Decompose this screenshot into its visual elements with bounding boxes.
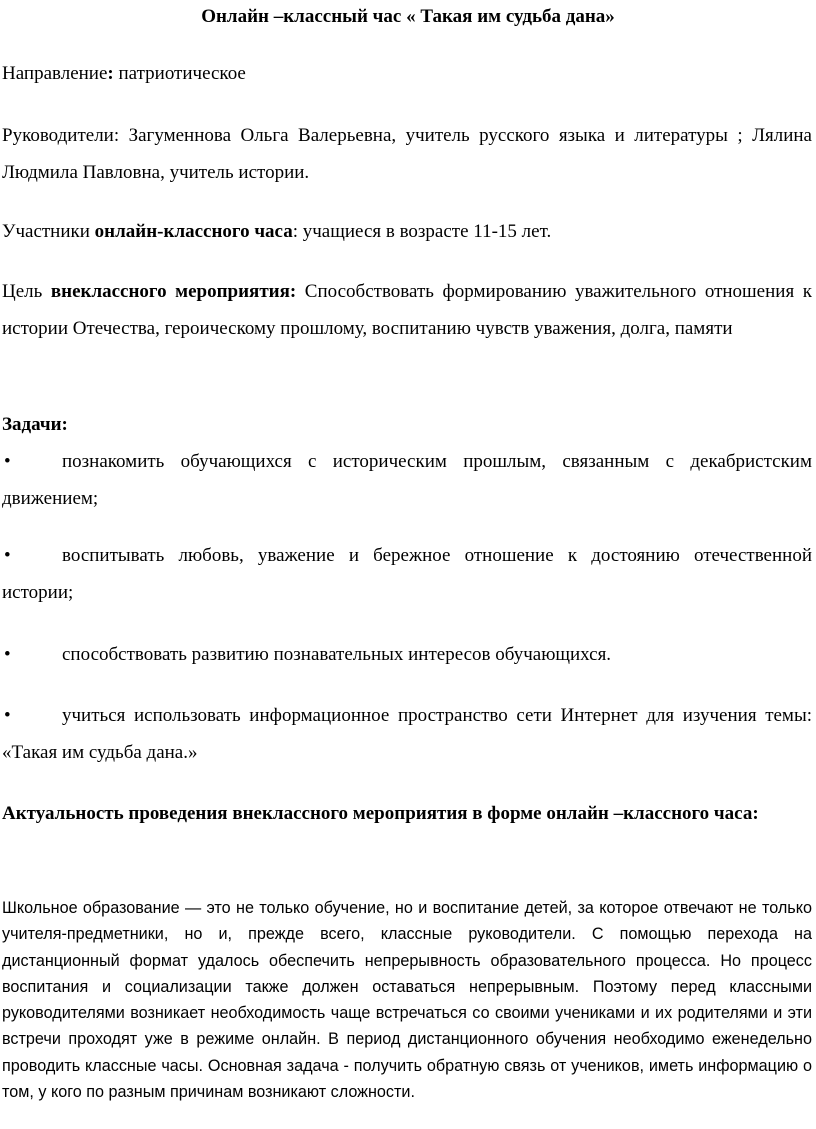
task-item — [2, 636, 812, 673]
direction-value: патриотическое — [113, 63, 246, 84]
task-item-text: познакомить обучающихся с историческим прошлым, связанным с декабристским движением; — [2, 451, 812, 509]
bullet-mark: • — [4, 545, 11, 566]
bullet-mark: • — [4, 705, 11, 726]
goal-prefix: Цель — [2, 281, 51, 302]
goal-text: Способствовать формированию уважительного отношения к истории Отечества, героическому прошлому, воспитанию чувств уважения, долга, памяти — [2, 281, 812, 339]
document-title: Онлайн –классный час « Такая им судьба дана» — [201, 6, 615, 27]
task-item-text: учиться использовать информационное пространство сети Интернет для изучения темы: «Такая им судьба дана.» — [2, 705, 812, 763]
direction-colon: : — [107, 63, 114, 84]
participants-suffix: : учащиеся в возрасте 11-15 лет. — [292, 221, 552, 242]
bullet-mark: • — [4, 451, 11, 472]
goal-bold: внеклассного мероприятия: — [50, 281, 297, 302]
bullet-mark: • — [4, 644, 11, 665]
participants-bold: онлайн-классного часа — [94, 221, 293, 242]
direction-line — [2, 55, 812, 92]
task-item — [2, 697, 812, 771]
task-item-text: воспитывать любовь, уважение и бережное отношение к достоянию отечественной истории; — [2, 545, 812, 603]
leaders-paragraph: Руководители: Загуменнова Ольга Валерьевна, учитель русского языка и литературы ; Лялина Людмила Павловна, учитель истории. — [2, 125, 812, 183]
relevance-body: Школьное образование — это не только обучение, но и воспитание детей, за которое отвечают не только учителя-предметники, но и, прежде всего, классные руководители. С помощью перехода на дистанционный формат удалось обеспечить непрерывность образовательного процесса. Но процесс воспитания и социализации также должен оставаться непрерывным. Поэтому перед классными руководителями возникает необходимость чаще встречаться со своими учениками и их родителями и эти встречи проходят уже в режиме онлайн. В период дистанционного обучения необходимо еженедельно проводить классные часы. Основная задача - получить обратную связь от учеников, иметь информацию о том, у кого по разным причинам возникают сложности. — [2, 899, 812, 1102]
goal-paragraph — [2, 273, 812, 347]
direction-label: Направление — [2, 63, 108, 84]
task-item — [2, 443, 812, 517]
tasks-heading: Задачи: — [2, 414, 68, 435]
task-item-text: способствовать развитию познавательных интересов обучающихся. — [62, 644, 612, 665]
participants-prefix: Участники — [2, 221, 95, 242]
task-item — [2, 537, 812, 611]
participants-line — [2, 213, 812, 250]
relevance-heading: Актуальность проведения внеклассного мероприятия в форме онлайн –классного часа: — [2, 803, 759, 824]
